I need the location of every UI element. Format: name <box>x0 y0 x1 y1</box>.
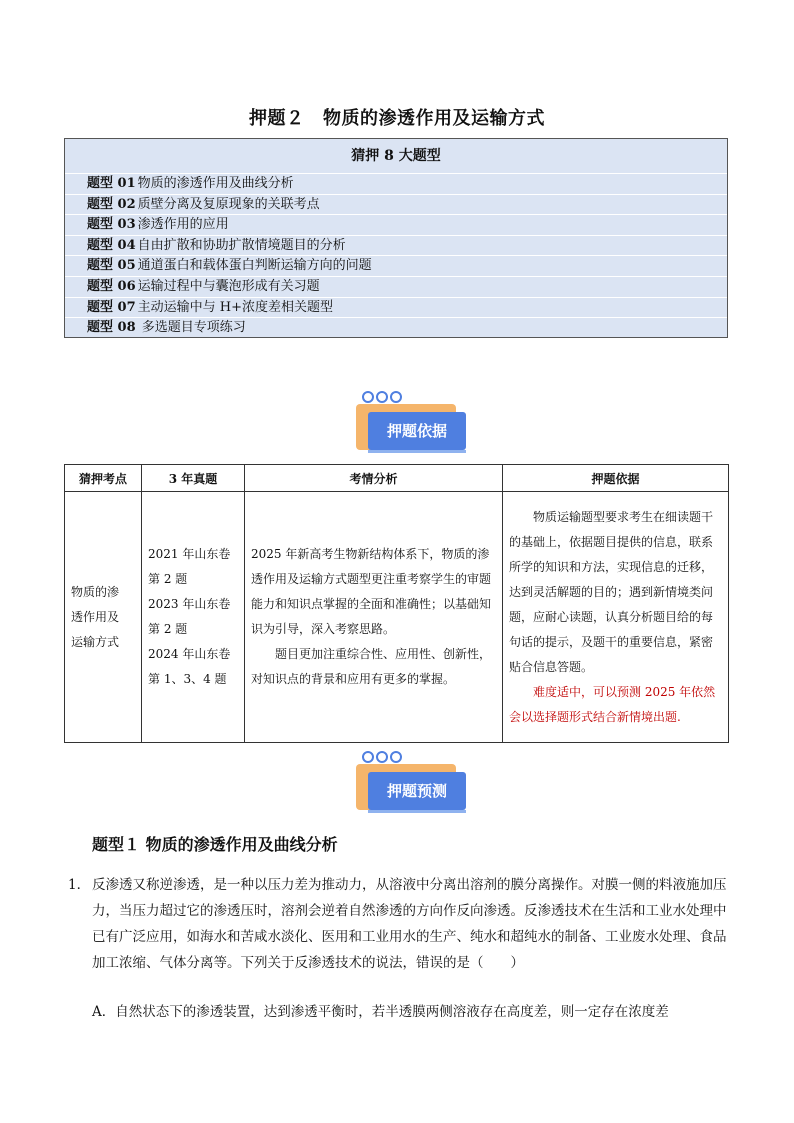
toc-item <box>65 236 727 257</box>
year-line: 第 2 题 <box>148 572 188 586</box>
table-header: 猜押考点 <box>65 465 142 492</box>
table-header: 押题依据 <box>503 465 729 492</box>
years-cell <box>142 492 245 743</box>
toc-item-text: 运输过程中与囊泡形成有关习题 <box>137 278 320 294</box>
basis-paragraph: 物质运输题型要求考生在细读题干的基础上，依据题目提供的信息，联系所学的知识和方法，实现信息的迁移，达到灵活解题的目的；遇到新情境类问题，应耐心读题，认真分析题目给的每句话的提示，及题干的重要信息，紧密贴合信息答题。 <box>509 509 714 674</box>
table-header: 3 年真题 <box>142 465 245 492</box>
option-a: A．自然状态下的渗透装置，达到渗透平衡时，若半透膜两侧溶液存在高度差，则一定存在浓度差 <box>92 1004 669 1020</box>
toc-header: 猜押 8 大题型 <box>65 139 727 174</box>
banner-label: 押题预测 <box>368 772 466 810</box>
toc-item <box>65 215 727 236</box>
toc-item <box>65 174 727 195</box>
analysis-cell <box>245 492 503 743</box>
toc-item-text: 质壁分离及复原现象的关联考点 <box>137 196 320 212</box>
topic-line: 物质的渗 <box>71 584 120 599</box>
section-title: 题型１ 物质的渗透作用及曲线分析 <box>92 835 338 854</box>
table-header-row <box>65 465 729 492</box>
toc-item-text: 主动运输中与 H+浓度差相关题型 <box>137 299 333 315</box>
question-1 <box>68 872 728 976</box>
toc-item <box>65 277 727 298</box>
toc-item-label: 题型 01 <box>87 176 136 191</box>
question-number: 1． <box>68 877 91 893</box>
table-row <box>65 492 729 743</box>
toc-item-text: 自由扩散和协助扩散情境题目的分析 <box>137 237 346 253</box>
topic-line: 运输方式 <box>71 634 120 649</box>
basis-table <box>64 464 729 743</box>
banner-label: 押题依据 <box>368 412 466 450</box>
analysis-paragraph: 题目更加注重综合性、应用性、创新性，对知识点的背景和应用有更多的掌握。 <box>251 647 492 686</box>
year-line: 2023 年山东卷 <box>148 597 231 611</box>
toc-item <box>65 195 727 216</box>
toc-box <box>64 138 728 338</box>
section-banner-basis <box>356 388 486 468</box>
toc-item-label: 题型 02 <box>87 196 136 212</box>
toc-item-label: 题型 08 <box>87 320 136 336</box>
toc-item <box>65 318 727 339</box>
table-header: 考情分析 <box>245 465 503 492</box>
question-text: 反渗透又称逆渗透，是一种以压力差为推动力，从溶液中分离出溶剂的膜分离操作。对膜一侧的料液施加压力，当压力超过它的渗透压时，溶剂会逆着自然渗透的方向作反向渗透。反渗透技术在生活和工业水处理中已有广泛应用，如海水和苦咸水淡化、医用和工业用水的生产、纯水和超纯水的制备、工业废水处理、食品加工浓缩、气体分离等。下列关于反渗透技术的说法，错误的是（ ） <box>92 877 727 971</box>
year-line: 第 2 题 <box>148 622 188 636</box>
basis-paragraph-highlight: 难度适中，可以预测 2025 年依然会以选择题形式结合新情境出题. <box>509 684 716 724</box>
toc-item <box>65 298 727 319</box>
toc-item-text: 渗透作用的应用 <box>137 217 229 233</box>
section-banner-forecast <box>356 748 486 828</box>
year-line: 2024 年山东卷 <box>148 647 231 661</box>
toc-item-text: 物质的渗透作用及曲线分析 <box>137 176 294 191</box>
year-line: 第 1、3、4 题 <box>148 672 227 686</box>
toc-item-label: 题型 07 <box>87 299 136 315</box>
basis-cell <box>503 492 729 743</box>
topic-line: 透作用及 <box>71 609 120 624</box>
toc-item-text: 多选题目专项练习 <box>137 320 246 336</box>
toc-item-label: 题型 06 <box>87 278 136 294</box>
year-line: 2021 年山东卷 <box>148 547 231 561</box>
toc-item-label: 题型 04 <box>87 237 136 253</box>
document-title: 押题２ 物质的渗透作用及运输方式 <box>249 108 545 129</box>
topic-cell <box>65 492 142 743</box>
toc-item-label: 题型 03 <box>87 217 136 233</box>
toc-item <box>65 256 727 277</box>
banner-underline <box>368 810 466 813</box>
analysis-paragraph: 2025 年新高考生物新结构体系下，物质的渗透作用及运输方式题型更注重考察学生的审题能力和知识点掌握的全面和准确性；以基础知识为引导，深入考察思路。 <box>251 547 492 636</box>
toc-item-text: 通道蛋白和载体蛋白判断运输方向的问题 <box>137 258 372 274</box>
toc-item-label: 题型 05 <box>87 258 136 274</box>
banner-underline <box>368 450 466 453</box>
